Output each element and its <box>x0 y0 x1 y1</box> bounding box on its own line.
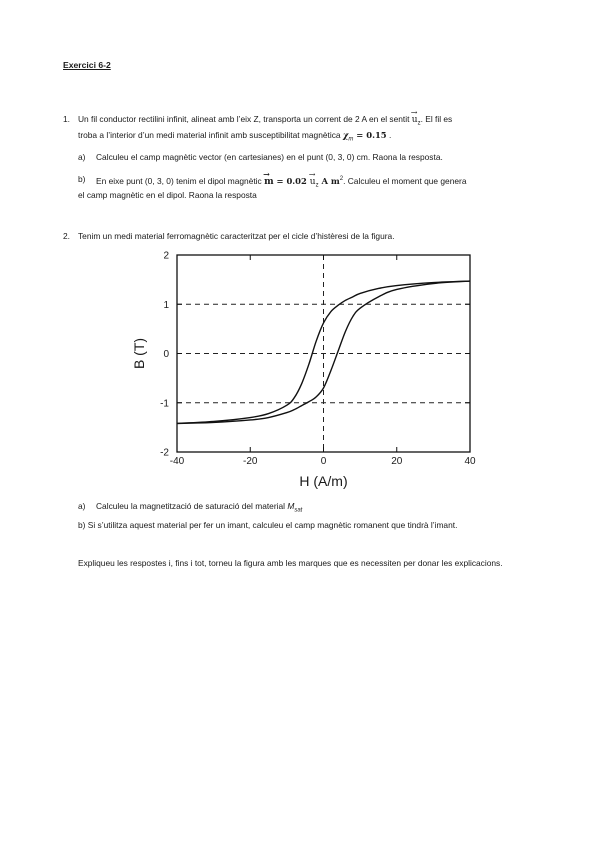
part-2b-label: b) <box>78 520 86 530</box>
x-tick-label: 20 <box>391 456 403 467</box>
part-2a-label: a) <box>78 501 86 511</box>
dipole-vector-m: → m <box>264 175 274 190</box>
problem-1-text-a: Un fil conductor rectilini infinit, alineat amb l’eix Z, transporta un corrent de 2 A en el sentit <box>78 114 410 124</box>
x-axis-label: H (A/m) <box>299 473 348 489</box>
unit-vector-sub: z <box>417 120 421 127</box>
msat-symbol: M <box>287 501 295 511</box>
dipole-unit: A m <box>318 175 340 186</box>
part-2b-text <box>78 518 543 533</box>
problem-1-text-d: . <box>386 130 392 140</box>
y-tick-label: 1 <box>163 299 169 311</box>
problem-1-text-c: troba a l’interior d’un medi material infinit amb susceptibilitat magnètica <box>78 130 341 140</box>
closing-note: Expliqueu les respostes i, fins i tot, torneu la figura amb les marques que es necessiten per donar les explicacions. <box>78 558 503 568</box>
problem-2-text: Tenim un medi material ferromagnètic caracteritzat per el cicle d’histèresi de la figura. <box>78 231 395 241</box>
x-tick-label: 40 <box>464 456 476 467</box>
problem-1-text-b: . El fil es <box>420 114 453 124</box>
msat-sub: sat <box>294 507 303 514</box>
chi-value: = 0.15 <box>353 130 387 140</box>
x-tick-label: 0 <box>320 456 327 467</box>
dipole-eq: = 0.02 <box>273 175 310 186</box>
y-tick-label: -2 <box>160 447 169 459</box>
exercise-title: Exercici 6-2 <box>63 60 111 70</box>
part-1b-label: b) <box>78 174 86 184</box>
x-tick-label: -40 <box>169 456 185 467</box>
part-2a-text: Calculeu la magnetització de saturació del material <box>96 501 288 511</box>
part-1a-text: Calculeu el camp magnètic vector (en cartesianes) en el punt (0, 3, 0) cm. Raona la resposta. <box>96 152 443 162</box>
dipole-unit-vector: → u <box>310 175 316 190</box>
part-1a-label: a) <box>78 152 86 162</box>
y-tick-label: 0 <box>163 349 169 360</box>
hysteresis-chart <box>120 245 490 489</box>
y-tick-label: 2 <box>163 250 169 262</box>
unit-vector-u: → u <box>412 113 418 128</box>
dipole-unit-sub: z <box>315 182 319 189</box>
part-1b-text-2: . Calculeu el moment que genera <box>343 175 467 186</box>
y-tick-label: -1 <box>160 398 169 410</box>
chi-sub: m <box>348 136 354 143</box>
dipole-unit-sup: 2 <box>339 176 344 182</box>
problem-2-number: 2. <box>63 231 70 241</box>
part-1b-line-2: el camp magnètic en el dipol. Raona la resposta <box>78 190 257 200</box>
x-tick-label: -20 <box>243 456 258 467</box>
problem-1-number: 1. <box>63 114 70 124</box>
part-1b-text-1: En eixe punt (0, 3, 0) tenim el dipol magnètic <box>96 175 262 186</box>
y-axis-label: B (T) <box>131 337 147 370</box>
problem-1-line-2 <box>78 128 543 148</box>
part-2a-line <box>96 499 546 519</box>
chi-symbol: χ <box>342 130 349 140</box>
part-2b-body: Si s’utilitza aquest material per fer un imant, calculeu el camp magnètic romanent que tindrà l’imant. <box>87 520 458 530</box>
